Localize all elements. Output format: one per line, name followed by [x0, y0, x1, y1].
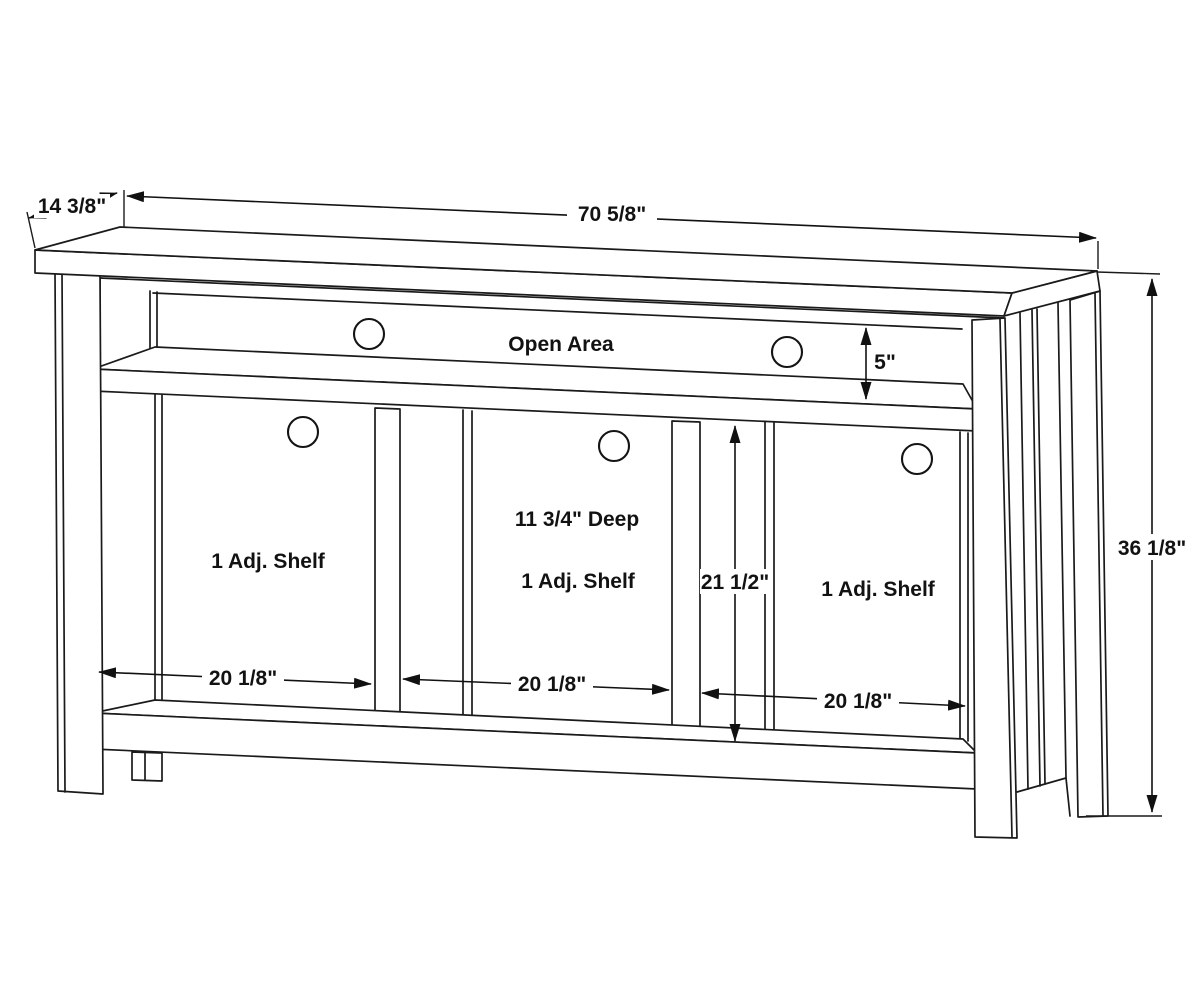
lower-left-inner-edge [155, 394, 162, 701]
cable-hole-open-area-right [772, 337, 802, 367]
cable-hole-open-area-left [354, 319, 384, 349]
compartment-2-depth-label: 11 3/4" Deep [514, 508, 640, 531]
dim-compartment-width-1-label: 20 1/8" [208, 667, 278, 690]
right-front-leg [972, 318, 1017, 838]
left-back-foot-face [132, 752, 162, 781]
dim-compartment-height-label: 21 1/2" [700, 571, 770, 594]
compartment-3-shelf-label: 1 Adj. Shelf [821, 578, 935, 601]
cable-hole-compartment-2 [599, 431, 629, 461]
open-area-left-inner-edge [150, 291, 157, 352]
right-end-slat-1 [1020, 313, 1028, 789]
cable-hole-compartment-1 [288, 417, 318, 447]
dim-compartment-width-1 [99, 666, 371, 690]
bottom-shelf [93, 700, 977, 789]
dim-compartment-width-2 [403, 672, 669, 696]
left-front-leg [55, 272, 103, 794]
dim-top-width-label: 70 5/8" [577, 203, 647, 226]
dim-open-area-height-label: 5" [874, 351, 896, 374]
dim-compartment-width-3 [702, 689, 965, 713]
middle-shelf [93, 347, 977, 431]
right-end-slat-4 [1058, 303, 1066, 778]
cable-hole-compartment-3 [902, 444, 932, 474]
compartment-1-shelf-label: 1 Adj. Shelf [211, 550, 325, 573]
dim-overall-height-ext-top [1097, 272, 1160, 274]
compartment-2-shelf-label: 1 Adj. Shelf [521, 570, 635, 593]
dim-top-depth-label: 14 3/8" [37, 195, 107, 218]
dim-compartment-width-2-label: 20 1/8" [517, 673, 587, 696]
tabletop [35, 227, 1100, 316]
right-end-notch [1017, 778, 1070, 816]
divider-2 [672, 421, 700, 743]
divider-1 [375, 408, 400, 729]
dim-overall-height-label: 36 1/8" [1117, 537, 1187, 560]
dim-compartment-width-3-label: 20 1/8" [823, 690, 893, 713]
right-end-panel [1012, 291, 1108, 817]
open-area-label: Open Area [508, 333, 614, 356]
right-inner-edge [960, 432, 968, 741]
left-back-foot [132, 752, 162, 781]
